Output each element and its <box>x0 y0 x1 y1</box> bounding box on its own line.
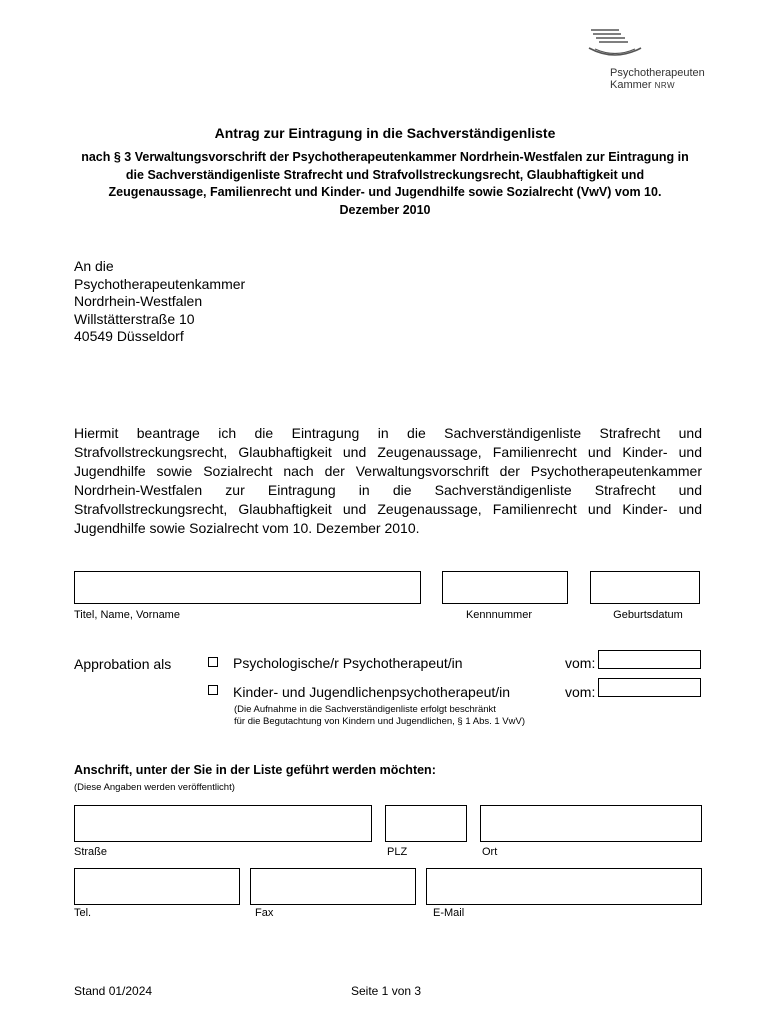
logo-line1: Psychotherapeuten <box>610 67 705 79</box>
logo-line2-small: NRW <box>654 81 676 90</box>
version-stamp: Stand 01/2024 <box>74 984 153 998</box>
vom-label: vom: <box>565 655 596 671</box>
birthdate-field[interactable] <box>590 571 700 604</box>
psychotherapist-option-label: Psychologische/r Psychotherapeut/in <box>233 655 463 671</box>
street-field[interactable] <box>74 805 372 842</box>
name-field[interactable] <box>74 571 421 604</box>
child-psychotherapist-option-label: Kinder- und Jugendlichenpsychotherapeut/in <box>233 684 511 700</box>
form-subtitle: nach § 3 Verwaltungsvorschrift der Psychotherapeutenkammer Nordrhein-Westfalen zur Eintragung in die Sachverständigenliste Strafrecht und Strafvollstreckungsrecht, Glaubhaftigkeit und Zeugenaussage, Familienrecht und Kinder- und Jugendhilfe sowie Sozialrecht (VwV) vom 10. Dezember 2010 <box>81 150 689 217</box>
note-line: für die Begutachtung von Kindern und Jugendlichen, § 1 Abs. 1 VwV) <box>234 716 526 727</box>
address-line: Willstätterstraße 10 <box>74 310 195 327</box>
approbation-date-field-2[interactable] <box>598 678 701 697</box>
application-statement: Hiermit beantrage ich die Eintragung in die Sachverständigenliste Strafrecht und Strafvollstreckungsrecht, Glaubhaftigkeit und Zeugenaussage, Familienrecht und Kinder- und Jugendhilfe sowie Sozialrecht nach der Verwaltungsvorschrift der Psychotherapeutenkammer Nordrhein-Westfalen zur Eintragung in die Sachverständigenliste Strafrecht und Strafvollstreckungsrecht, Glaubhaftigkeit und Zeugenaussage, Familienrecht und Kinder- und Jugendhilfe sowie Sozialrecht vom 10. Dezember 2010. <box>74 425 702 536</box>
address-line: Psychotherapeutenkammer <box>74 275 246 292</box>
address-line: An die <box>74 258 114 274</box>
child-psychotherapist-checkbox[interactable] <box>208 685 218 695</box>
member-number-label: Kennnummer <box>465 609 533 621</box>
email-label: E-Mail <box>433 907 465 919</box>
chamber-logo-icon <box>585 28 645 62</box>
email-field[interactable] <box>426 868 702 905</box>
fax-label: Fax <box>255 907 274 919</box>
phone-label: Tel. <box>74 907 92 919</box>
address-line: Nordrhein-Westfalen <box>74 293 203 309</box>
fax-field[interactable] <box>250 868 416 905</box>
phone-field[interactable] <box>74 868 240 905</box>
approbation-label: Approbation als <box>74 656 172 672</box>
name-label: Titel, Name, Vorname <box>74 609 180 621</box>
city-label: Ort <box>482 846 498 858</box>
psychotherapist-checkbox[interactable] <box>208 657 218 667</box>
zip-field[interactable] <box>385 805 467 842</box>
approbation-date-field-1[interactable] <box>598 650 701 669</box>
contact-section-note: (Diese Angaben werden veröffentlicht) <box>74 782 235 793</box>
note-line: (Die Aufnahme in die Sachverständigenliste erfolgt beschränkt <box>234 704 496 715</box>
street-label: Straße <box>74 846 108 858</box>
vom-label: vom: <box>565 684 596 700</box>
page-number: Seite 1 von 3 <box>351 984 422 998</box>
address-line: 40549 Düsseldorf <box>74 328 184 344</box>
recipient-address <box>74 258 245 346</box>
birthdate-label: Geburtsdatum <box>613 609 683 621</box>
approbation-note <box>234 704 525 728</box>
contact-section-title: Anschrift, unter der Sie in der Liste geführt werden möchten: <box>74 763 436 777</box>
logo-line2: Kammer <box>610 79 652 91</box>
form-title: Antrag zur Eintragung in die Sachverständigenliste <box>214 125 556 141</box>
zip-label: PLZ <box>387 846 408 858</box>
chamber-logo-text <box>610 67 705 92</box>
city-field[interactable] <box>480 805 702 842</box>
member-number-field[interactable] <box>442 571 568 604</box>
